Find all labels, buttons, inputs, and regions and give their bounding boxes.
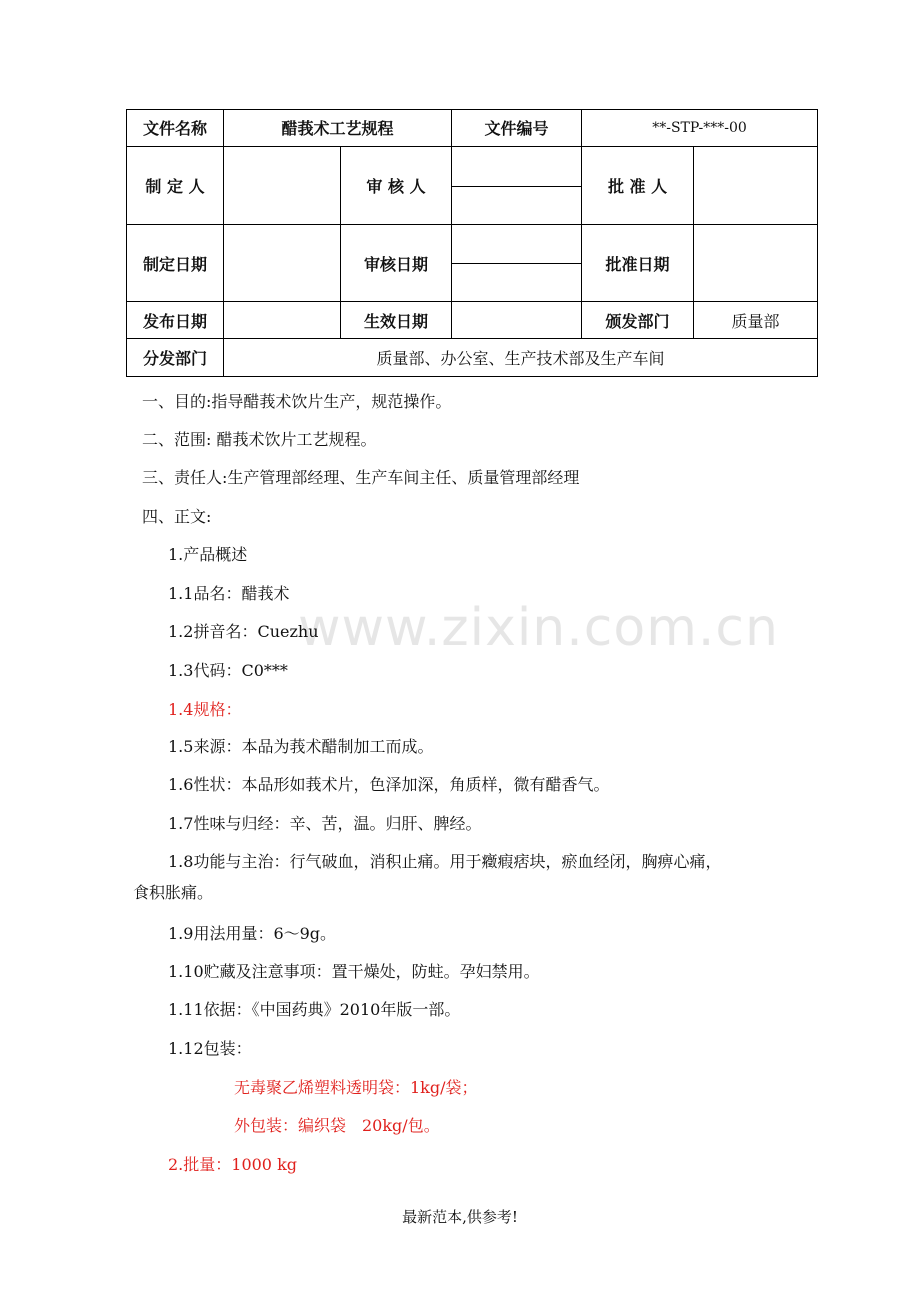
doc-no-label: 文件编号	[452, 110, 582, 147]
reviewer-cell	[452, 147, 582, 225]
issuing-dept-value: 质量部	[694, 302, 818, 339]
section-scope: 二、范围: 醋莪术饮片工艺规程。	[142, 430, 377, 449]
item-code: 1.3代码：C0***	[168, 661, 288, 680]
approve-date-cell	[694, 225, 818, 302]
item-storage: 1.10贮藏及注意事项：置干燥处，防蛀。孕妇禁用。	[168, 962, 540, 981]
issue-date-cell	[224, 302, 341, 339]
section-main-text: 四、正文:	[142, 507, 212, 526]
item-nature-meridian: 1.7性味与归经：辛、苦，温。归肝、脾经。	[168, 814, 482, 833]
section-purpose: 一、目的:指导醋莪术饮片生产，规范操作。	[142, 392, 452, 411]
item-dosage: 1.9用法用量：6～9g。	[168, 924, 337, 943]
effective-date-label: 生效日期	[341, 302, 452, 339]
item-pinyin: 1.2拼音名：Cuezhu	[168, 622, 319, 641]
approver-label: 批 准 人	[582, 147, 694, 225]
cell-divider	[452, 263, 581, 264]
item-product-name: 1.1品名：醋莪术	[168, 584, 290, 603]
issuing-dept-label: 颁发部门	[582, 302, 694, 339]
doc-no-value: **-STP-***-00	[582, 110, 818, 147]
item-product-overview: 1.产品概述	[168, 545, 248, 564]
approve-date-label: 批准日期	[582, 225, 694, 302]
review-date-cell	[452, 225, 582, 302]
review-date-label: 审核日期	[341, 225, 452, 302]
watermark: www.zixin.com.cn	[298, 598, 779, 658]
footer-note: 最新范本,供参考!	[402, 1208, 518, 1226]
item-source: 1.5来源：本品为莪术醋制加工而成。	[168, 737, 434, 756]
item-batch-size: 2.批量：1000 kg	[168, 1155, 298, 1174]
item-function-cont: 食积胀痛。	[133, 883, 214, 902]
item-character: 1.6性状：本品形如莪术片，色泽加深，角质样，微有醋香气。	[168, 775, 610, 794]
distribution-value: 质量部、办公室、生产技术部及生产车间	[224, 339, 818, 377]
draft-date-label: 制定日期	[127, 225, 224, 302]
issue-date-label: 发布日期	[127, 302, 224, 339]
item-packaging: 1.12包装：	[168, 1039, 252, 1058]
effective-date-cell	[452, 302, 582, 339]
reviewer-label: 审 核 人	[341, 147, 452, 225]
document-header-table	[126, 109, 818, 377]
item-basis: 1.11依据：《中国药典》2010年版一部。	[168, 1000, 461, 1019]
approver-cell	[694, 147, 818, 225]
item-spec: 1.4规格：	[168, 700, 242, 719]
drafter-label: 制 定 人	[127, 147, 224, 225]
doc-name-label: 文件名称	[127, 110, 224, 147]
cell-divider	[452, 186, 581, 187]
doc-name-value: 醋莪术工艺规程	[224, 110, 452, 147]
draft-date-cell	[224, 225, 341, 302]
section-responsible: 三、责任人:生产管理部经理、生产车间主任、质量管理部经理	[142, 468, 580, 487]
distribution-label: 分发部门	[127, 339, 224, 377]
drafter-cell	[224, 147, 341, 225]
packaging-inner: 无毒聚乙烯塑料透明袋：1kg/袋；	[234, 1078, 478, 1097]
packaging-outer: 外包装：编织袋 20kg/包。	[234, 1116, 440, 1135]
item-function: 1.8功能与主治：行气破血，消积止痛。用于癥瘕痞块，瘀血经闭，胸痹心痛，	[168, 852, 722, 871]
